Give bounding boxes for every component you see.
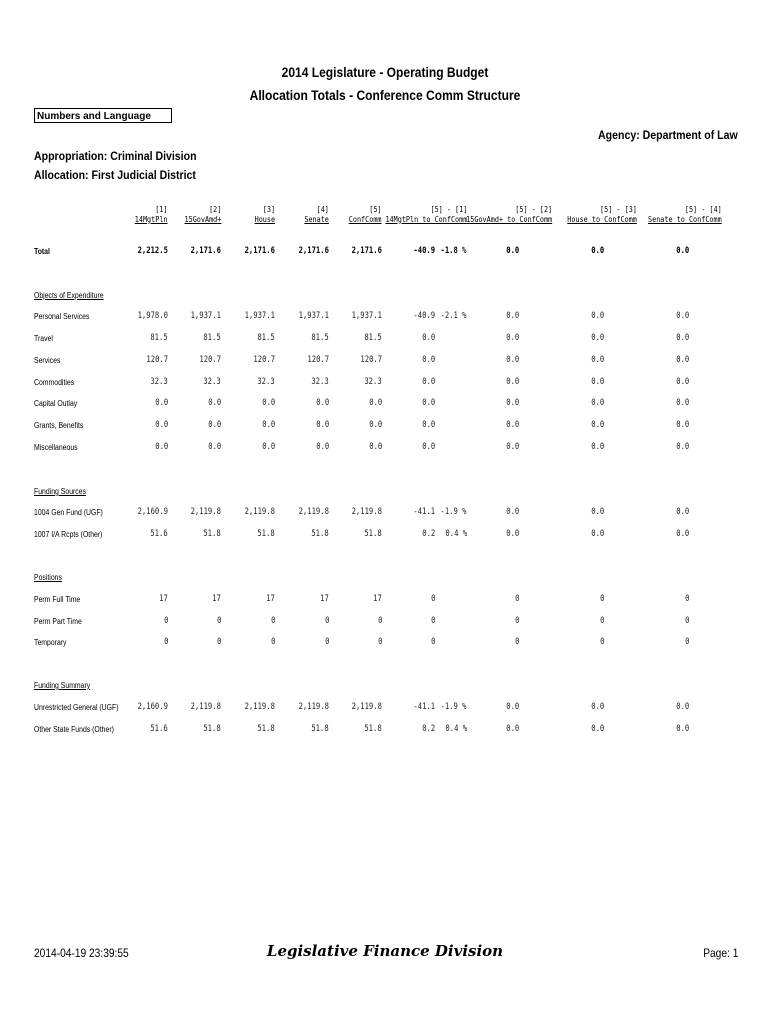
column-header-index: [2] [208, 205, 221, 214]
column-header-index: [4] [316, 205, 329, 214]
table-cell: 0.2 [421, 724, 435, 734]
row-label: Commodities [34, 378, 75, 387]
column-header-index: [3] [262, 205, 275, 214]
row-label: Perm Full Time [34, 595, 81, 604]
column-header [184, 205, 221, 225]
table-cell: 0 [599, 594, 604, 604]
table-cell: 0.0 [505, 333, 519, 343]
table-cell: 0 [514, 594, 519, 604]
table-cell: 0.0 [505, 398, 519, 408]
table-cell: 120.7 [307, 355, 329, 365]
table-cell: 2,119.8 [351, 702, 382, 712]
table-cell: 51.8 [257, 529, 275, 539]
column-header [385, 205, 467, 225]
table-cell: 0.0 [590, 246, 604, 256]
table-cell: 120.7 [360, 355, 382, 365]
table-cell: 0.0 [590, 377, 604, 387]
table-cell: 0 [324, 637, 329, 647]
table-cell: 0.0 [675, 507, 689, 517]
column-header-label: 15GovAmd+ to ConfComm [466, 215, 552, 224]
table-cell: 0.0 [421, 377, 435, 387]
table-cell: 0.0 [368, 420, 382, 430]
section-heading: Funding Summary [34, 681, 91, 690]
report-title: 2014 Legislature - Operating Budget [281, 64, 489, 80]
row-label: 1004 Gen Fund (UGF) [34, 508, 103, 517]
table-cell: 81.5 [203, 333, 221, 343]
table-cell: 2,160.9 [137, 507, 168, 517]
table-cell: 0.0 [505, 246, 519, 256]
table-cell: 0.0 [154, 420, 168, 430]
footer-page-number: Page: 1 [702, 946, 738, 960]
table-cell: 0 [216, 637, 221, 647]
table-cell: 0.0 [505, 311, 519, 321]
table-cell: 0.0 [675, 724, 689, 734]
appropriation-label: Appropriation: Criminal Division [34, 149, 197, 163]
table-cell: 0.0 [421, 420, 435, 430]
table-cell: 0 [270, 616, 275, 626]
column-header [648, 205, 722, 225]
table-cell: 0.0 [675, 311, 689, 321]
table-cell: 17 [320, 594, 329, 604]
table-cell: 0.0 [207, 398, 221, 408]
row-label: Capital Outlay [34, 399, 78, 408]
table-cell: 0 [377, 616, 382, 626]
table-cell: -40.9 [413, 311, 435, 321]
table-cell: 0.0 [675, 355, 689, 365]
table-cell: 0.0 [315, 442, 329, 452]
column-header [349, 205, 382, 225]
table-cell: 0.0 [675, 529, 689, 539]
footer-timestamp: 2014-04-19 23:39:55 [34, 946, 129, 960]
table-cell: 17 [212, 594, 221, 604]
table-cell: -1.9 % [440, 507, 467, 517]
table-cell: 0.0 [590, 355, 604, 365]
table-cell: 0 [684, 616, 689, 626]
column-header [304, 205, 329, 225]
table-cell: 0 [163, 616, 168, 626]
allocation-label: Allocation: First Judicial District [34, 168, 196, 182]
table-cell: 0.0 [590, 702, 604, 712]
column-header-label: 14MgtPln to ConfComm [385, 215, 467, 224]
table-cell: -40.9 [413, 246, 435, 256]
table-cell: 2,171.6 [298, 246, 329, 256]
table-cell: 0.0 [590, 442, 604, 452]
section-heading: Positions [34, 573, 62, 582]
row-label: Travel [34, 334, 53, 343]
table-cell: 0.0 [421, 442, 435, 452]
table-cell: 81.5 [257, 333, 275, 343]
table-cell: 0.0 [590, 311, 604, 321]
column-header-index: [5] [369, 205, 382, 214]
column-header [466, 205, 552, 225]
table-cell: 0.0 [675, 246, 689, 256]
table-cell: 0.0 [154, 442, 168, 452]
table-cell: 0.0 [590, 398, 604, 408]
table-cell: 0.0 [505, 442, 519, 452]
table-cell: 51.6 [150, 529, 168, 539]
table-cell: 0.0 [505, 529, 519, 539]
column-header-label: House to ConfComm [567, 215, 637, 224]
table-cell: 0 [270, 637, 275, 647]
table-cell: 2,119.8 [190, 702, 221, 712]
table-cell: 0.0 [315, 398, 329, 408]
table-cell: 120.7 [253, 355, 275, 365]
table-cell: 0.0 [505, 420, 519, 430]
row-label: Unrestricted General (UGF) [34, 703, 119, 712]
table-cell: 0.0 [590, 333, 604, 343]
column-header-label: 14MgtPln [135, 215, 168, 224]
row-label: Total [34, 247, 50, 256]
footer-division: Legislative Finance Division [266, 942, 504, 960]
table-cell: 2,171.6 [244, 246, 275, 256]
table-cell: 0 [599, 616, 604, 626]
table-cell: 0.4 % [445, 529, 467, 539]
table-cell: 2,119.8 [298, 507, 329, 517]
table-cell: 0.2 [421, 529, 435, 539]
row-label: Personal Services [34, 312, 90, 321]
section-heading: Funding Sources [34, 487, 87, 496]
table-cell: 2,160.9 [137, 702, 168, 712]
agency-label: Agency: Department of Law [598, 128, 738, 142]
table-cell: 0.0 [261, 442, 275, 452]
table-cell: 0.0 [505, 724, 519, 734]
section-heading: Objects of Expenditure [34, 291, 104, 300]
table-cell: 0.0 [421, 398, 435, 408]
table-cell: 2,119.8 [298, 702, 329, 712]
table-cell: 0 [216, 616, 221, 626]
column-header-index: [5] - [1] [430, 205, 467, 214]
table-cell: 0.0 [207, 442, 221, 452]
row-label: Other State Funds (Other) [34, 725, 114, 734]
table-cell: 0 [599, 637, 604, 647]
table-cell: 0.0 [261, 398, 275, 408]
table-cell: 0.0 [421, 355, 435, 365]
table-cell: 0 [163, 637, 168, 647]
table-cell: 0.4 % [445, 724, 467, 734]
row-label: Perm Part Time [34, 617, 82, 626]
table-cell: 0.0 [675, 420, 689, 430]
column-header-index: [1] [155, 205, 168, 214]
table-cell: 51.8 [364, 529, 382, 539]
table-cell: 0.0 [315, 420, 329, 430]
table-cell: 2,171.6 [190, 246, 221, 256]
table-cell: 0.0 [421, 333, 435, 343]
table-cell: 17 [159, 594, 168, 604]
table-cell: 2,171.6 [351, 246, 382, 256]
table-cell: 2,212.5 [137, 246, 168, 256]
table-cell: 0.0 [505, 355, 519, 365]
table-cell: 81.5 [150, 333, 168, 343]
column-header [255, 205, 275, 225]
row-label: Miscellaneous [34, 443, 78, 452]
table-cell: 0 [684, 637, 689, 647]
table-cell: 81.5 [311, 333, 329, 343]
report-subtitle: Allocation Totals - Conference Comm Structure [249, 87, 521, 103]
table-cell: 1,937.1 [190, 311, 221, 321]
row-label: Temporary [34, 638, 67, 647]
table-cell: 51.8 [203, 724, 221, 734]
column-header-index: [5] - [2] [515, 205, 552, 214]
table-cell: 120.7 [146, 355, 168, 365]
table-cell: 0.0 [590, 420, 604, 430]
table-cell: 32.3 [311, 377, 329, 387]
column-header-label: House [254, 215, 275, 224]
row-label: Grants, Benefits [34, 421, 84, 430]
table-cell: 0 [324, 616, 329, 626]
table-cell: 0.0 [154, 398, 168, 408]
table-cell: 0.0 [368, 398, 382, 408]
table-cell: 1,937.1 [351, 311, 382, 321]
table-cell: 51.6 [150, 724, 168, 734]
table-cell: 1,978.0 [137, 311, 168, 321]
table-cell: 32.3 [257, 377, 275, 387]
table-cell: 0 [430, 637, 435, 647]
table-cell: 0 [377, 637, 382, 647]
column-header-label: Senate [304, 215, 329, 224]
table-cell: 32.3 [364, 377, 382, 387]
table-cell: 0.0 [207, 420, 221, 430]
column-header-label: Senate to ConfComm [648, 215, 722, 224]
column-header-index: [5] - [3] [600, 205, 637, 214]
table-cell: 0 [514, 616, 519, 626]
table-cell: 120.7 [199, 355, 221, 365]
table-cell: 51.8 [257, 724, 275, 734]
table-cell: 0.0 [505, 377, 519, 387]
table-cell: -1.8 % [440, 246, 467, 256]
table-cell: 0.0 [590, 507, 604, 517]
column-header-label: ConfComm [349, 215, 382, 224]
table-cell: 0.0 [675, 333, 689, 343]
table-cell: 32.3 [150, 377, 168, 387]
table-cell: -2.1 % [440, 311, 467, 321]
table-cell: 0.0 [368, 442, 382, 452]
table-cell: 2,119.8 [351, 507, 382, 517]
table-cell: 0.0 [505, 702, 519, 712]
table-cell: 0.0 [675, 702, 689, 712]
table-cell: 0.0 [675, 377, 689, 387]
table-cell: 51.8 [364, 724, 382, 734]
table-cell: 0.0 [675, 398, 689, 408]
table-cell: 51.8 [311, 724, 329, 734]
table-cell: 0.0 [261, 420, 275, 430]
row-label: Services [34, 356, 61, 365]
table-cell: 0.0 [505, 507, 519, 517]
table-cell: -1.9 % [440, 702, 467, 712]
table-cell: 51.8 [311, 529, 329, 539]
table-cell: 0.0 [590, 529, 604, 539]
table-cell: 0.0 [590, 724, 604, 734]
column-header-label: 15GovAmd+ [184, 215, 221, 224]
table-cell: 2,119.8 [244, 507, 275, 517]
table-cell: 1,937.1 [298, 311, 329, 321]
column-header [135, 205, 168, 225]
table-cell: 2,119.8 [190, 507, 221, 517]
table-cell: 81.5 [364, 333, 382, 343]
table-cell: 32.3 [203, 377, 221, 387]
table-cell: 0 [430, 616, 435, 626]
table-cell: 0 [514, 637, 519, 647]
column-header-index: [5] - [4] [685, 205, 722, 214]
table-cell: 0 [684, 594, 689, 604]
table-cell: 17 [266, 594, 275, 604]
table-cell: 1,937.1 [244, 311, 275, 321]
table-cell: 17 [373, 594, 382, 604]
numbers-language-badge: Numbers and Language [34, 108, 172, 123]
table-cell: 2,119.8 [244, 702, 275, 712]
table-cell: 0.0 [675, 442, 689, 452]
table-cell: -41.1 [413, 507, 435, 517]
column-header [567, 205, 637, 225]
table-cell: 51.8 [203, 529, 221, 539]
row-label: 1007 I/A Rcpts (Other) [34, 530, 103, 539]
table-cell: 0 [430, 594, 435, 604]
table-cell: -41.1 [413, 702, 435, 712]
